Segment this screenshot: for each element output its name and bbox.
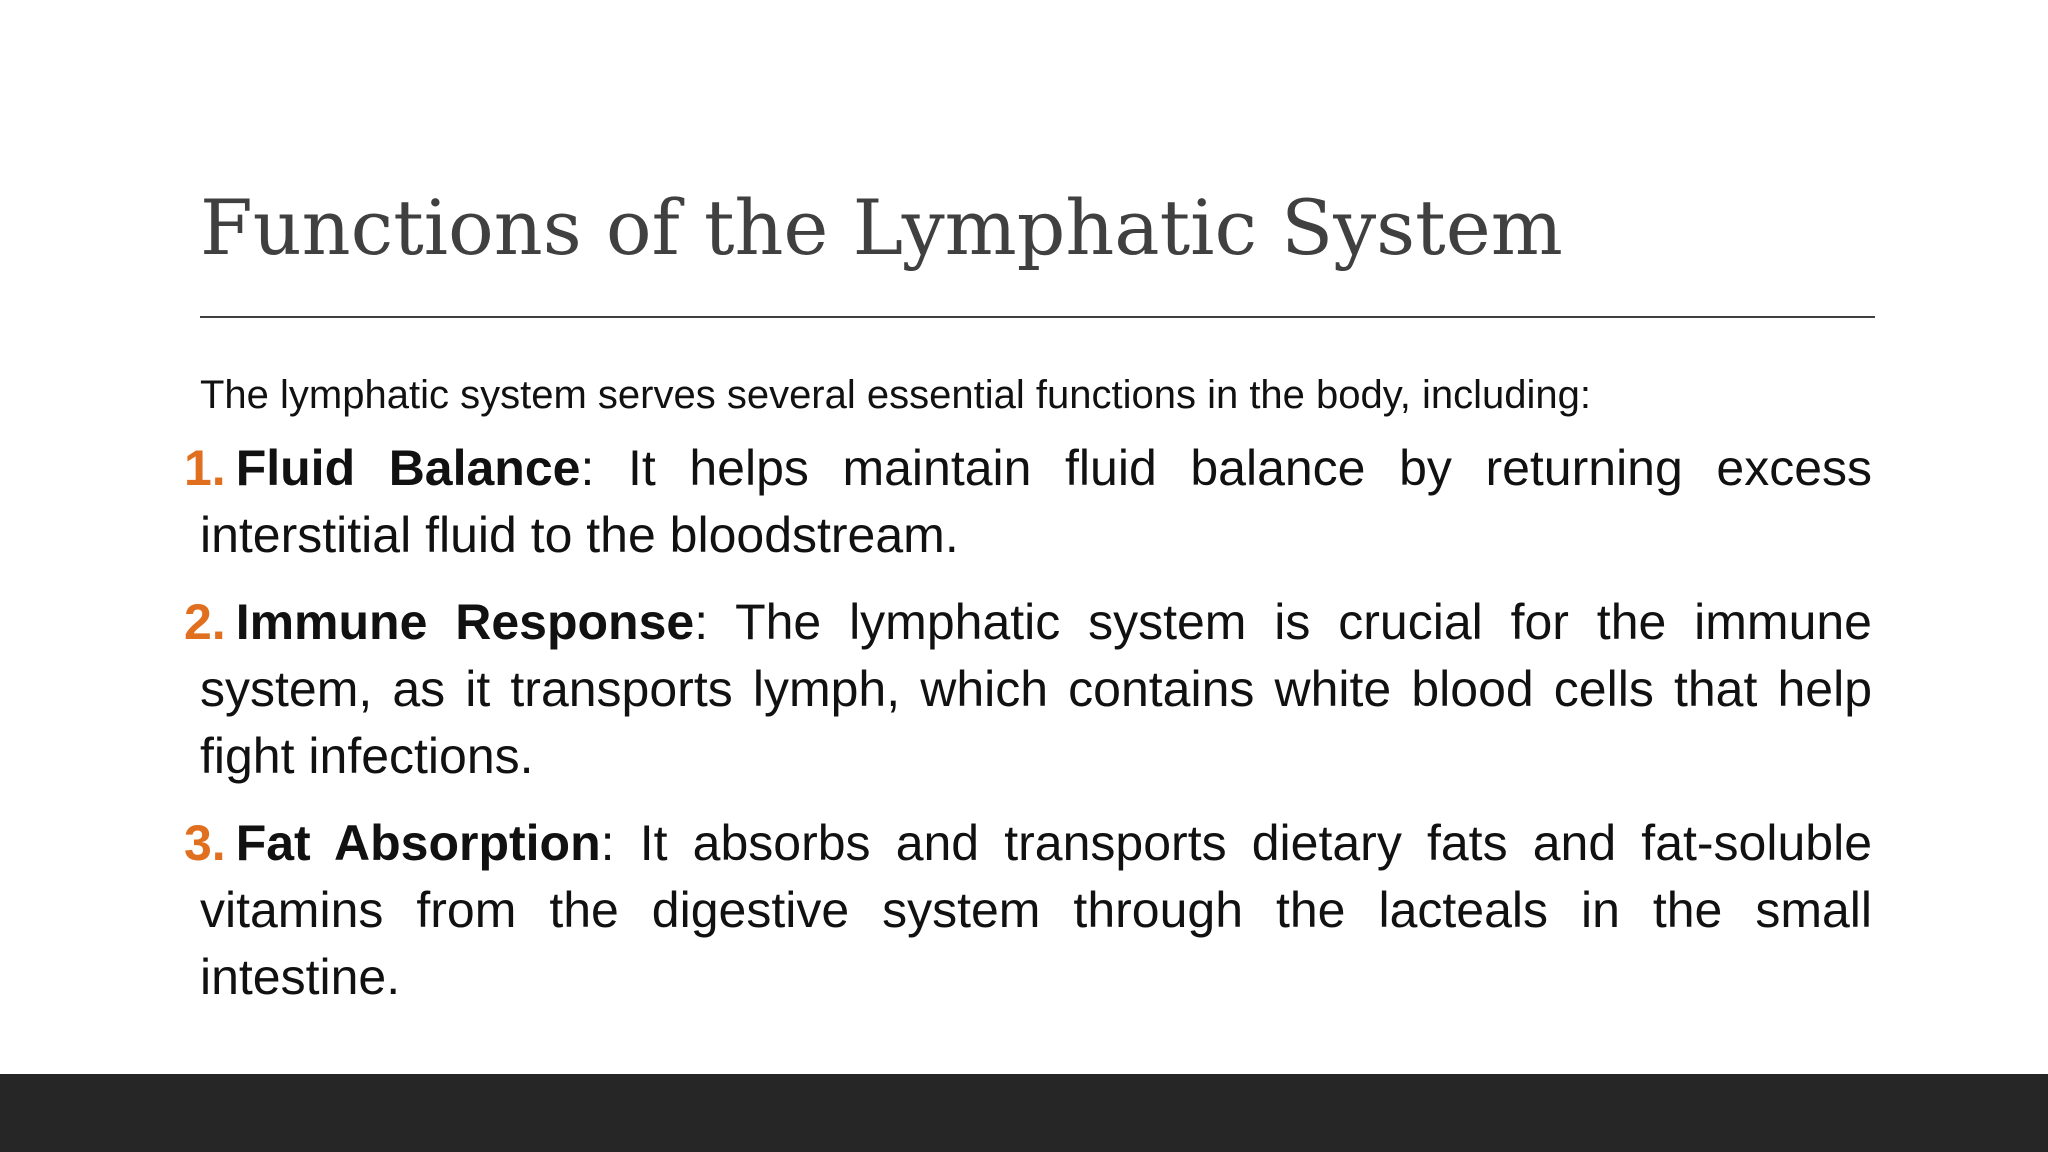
list-number: 2. bbox=[184, 594, 226, 650]
list-item-immune-response bbox=[184, 589, 1872, 790]
list-description: It absorbs and transports dietary fats and fat-soluble vitamins from the digestive system through the lacteals in the small intestine. bbox=[200, 815, 1872, 1005]
list-item-fluid-balance bbox=[184, 435, 1873, 569]
list-term: Fluid Balance bbox=[235, 440, 581, 496]
title-divider bbox=[200, 316, 1875, 318]
footer-bar bbox=[0, 1074, 2048, 1152]
slide-title: Functions of the Lymphatic System bbox=[200, 183, 1563, 272]
list-number: 1. bbox=[184, 440, 226, 496]
list-separator: : bbox=[600, 815, 615, 871]
list-term: Fat Absorption bbox=[235, 815, 601, 871]
list-item-fat-absorption bbox=[184, 810, 1872, 1011]
list-separator: : bbox=[580, 440, 595, 496]
list-term: Immune Response bbox=[235, 594, 695, 650]
list-description: It helps maintain fluid balance by returning excess interstitial fluid to the bloodstream. bbox=[200, 440, 1873, 563]
list-description: The lymphatic system is crucial for the immune system, as it transports lymph, which contains white blood cells that help fight infections. bbox=[200, 594, 1872, 784]
slide-content bbox=[184, 365, 1873, 1031]
intro-text: The lymphatic system serves several essential functions in the body, including: bbox=[200, 373, 1592, 417]
list-number: 3. bbox=[184, 815, 226, 871]
list-separator: : bbox=[694, 594, 709, 650]
